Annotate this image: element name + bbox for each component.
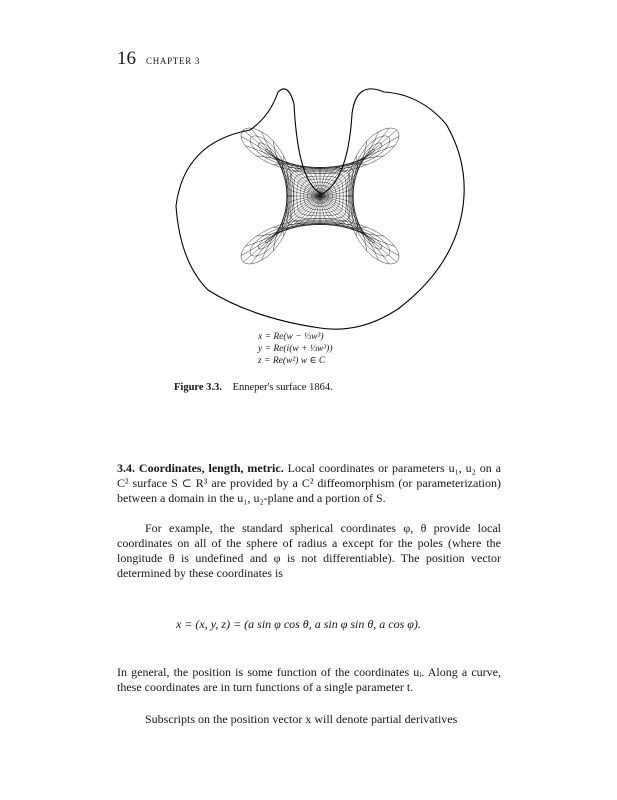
caption-label: Figure 3.3. bbox=[174, 382, 222, 393]
formula-x: x = Re(w − ⅓w³) bbox=[258, 332, 324, 342]
chapter-label: CHAPTER 3 bbox=[146, 56, 201, 66]
paragraph-3: In general, the position is some function of the coordinates uᵢ. Along a curve, these coordinates are in turn functions of a single parameter t. bbox=[117, 665, 501, 694]
paragraph-1 bbox=[117, 461, 501, 506]
mesh-line bbox=[243, 130, 320, 196]
page-number: 16 bbox=[117, 48, 136, 69]
section-heading: 3.4. Coordinates, length, metric. bbox=[117, 461, 284, 475]
surface-mesh bbox=[241, 128, 399, 264]
formula-z: z = Re(w²) w ∈ C bbox=[258, 356, 326, 366]
enneper-surface-figure bbox=[170, 84, 470, 330]
position-vector-equation: x = (x, y, z) = (a sin φ cos θ, a sin φ sin θ, a cos φ). bbox=[176, 617, 421, 631]
mesh-line bbox=[243, 196, 320, 262]
parametrization-formulas bbox=[258, 331, 388, 367]
formula-y: y = Re(i(w + ⅓w³)) bbox=[258, 344, 333, 354]
caption-text: Enneper's surface 1864. bbox=[232, 382, 333, 393]
paragraph-4: Subscripts on the position vector x will denote partial derivatives bbox=[145, 712, 458, 726]
figure-caption bbox=[174, 382, 333, 393]
mesh-line bbox=[320, 196, 397, 262]
paragraph-1-text: Local coordinates or parameters u₁, u₂ on a C² surface S ⊂ R³ are provided by a C² diffeomorphism (or parameterization) between a domain in the u₁, u₂-plane and a portion of S. bbox=[117, 461, 502, 505]
paragraph-2: For example, the standard spherical coordinates φ, θ provide local coordinates on all of the sphere of radius a except for the poles (where the longitude θ is undefined and φ is not differentiable). The position vector determined by these coordinates is bbox=[117, 521, 501, 580]
running-head bbox=[117, 48, 200, 70]
